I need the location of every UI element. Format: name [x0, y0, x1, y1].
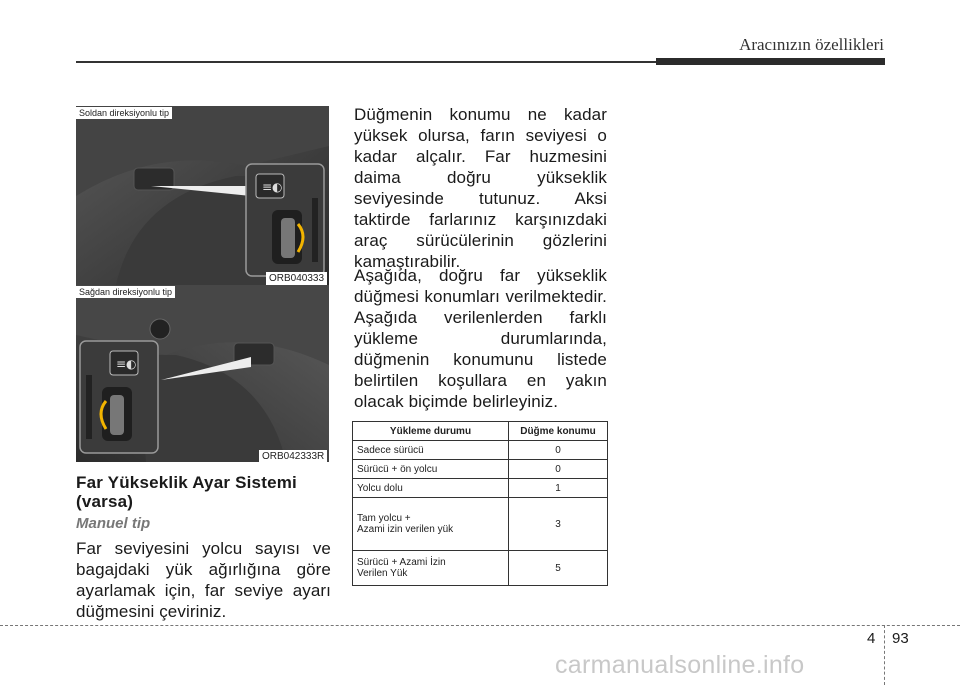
position-cell: 1: [509, 479, 608, 498]
svg-text:≡◐: ≡◐: [116, 357, 137, 371]
header-title: Aracınızın özellikleri: [739, 35, 884, 54]
section-title: Far Yükseklik Ayar Sistemi (varsa): [76, 473, 297, 511]
table-row: [353, 479, 608, 498]
table-row: [353, 551, 608, 586]
table-row: [353, 460, 608, 479]
dashboard-photo-top: [76, 106, 329, 285]
header-rule: [76, 61, 656, 63]
figure-bottom-label: Sağdan direksiyonlu tip: [76, 286, 175, 298]
condition-cell: Sürücü + Azami İzin Verilen Yük: [353, 551, 509, 586]
position-cell: 3: [509, 498, 608, 551]
position-cell: 5: [509, 551, 608, 586]
paragraph-positions-intro: Aşağıda, doğru far yükseklik düğmesi konumları verilmektedir. Aşağıda verilenlerden farklı yükleme durumlarında, düğmenin konumunu listede belirtilen koşullara en yakın olacak biçimde belirleyiniz.: [354, 266, 607, 411]
watermark: carmanualsonline.info: [555, 651, 805, 679]
figure-left-hand-drive: [76, 106, 329, 285]
footer-divider: [884, 625, 885, 685]
figure-bottom-code: ORB042333R: [259, 450, 327, 463]
page-number: 93: [892, 630, 909, 647]
chapter-number: 4: [867, 630, 876, 647]
dashboard-photo-bottom: [76, 285, 329, 462]
svg-text:≡◐: ≡◐: [262, 180, 283, 194]
column-header-condition: Yükleme durumu: [353, 422, 509, 441]
condition-cell: Tam yolcu + Azami izin verilen yük: [353, 498, 509, 551]
position-cell: 0: [509, 441, 608, 460]
table-row: [353, 498, 608, 551]
load-condition-table: [352, 421, 608, 586]
section-intro: Far seviyesini yolcu sayısı ve bagajdaki yük ağırlığına göre ayarlamak için, far seviye ayarı düğmesini çeviriniz.: [76, 539, 331, 621]
section-subtitle: Manuel tip: [76, 515, 151, 532]
column-header-position: Düğme konumu: [509, 422, 608, 441]
condition-cell: Sürücü + ön yolcu: [353, 460, 509, 479]
condition-cell: Yolcu dolu: [353, 479, 509, 498]
condition-cell: Sadece sürücü: [353, 441, 509, 460]
position-cell: 0: [509, 460, 608, 479]
figure-right-hand-drive: [76, 285, 329, 462]
footer-rule: [0, 625, 960, 626]
paragraph-knob-position: Düğmenin konumu ne kadar yüksek olursa, farın seviyesi o kadar alçalır. Far huzmesini daima doğru yükseklik seviyesinde tutunuz. Aksi taktirde farlarınız karşınızdaki araç sürücülerinin gözlerini kamaştırabilir.: [354, 105, 607, 271]
header-bar: [656, 58, 885, 65]
figure-top-label: Soldan direksiyonlu tip: [76, 107, 172, 119]
table-row: [353, 441, 608, 460]
figure-top-code: ORB040333: [266, 272, 327, 285]
